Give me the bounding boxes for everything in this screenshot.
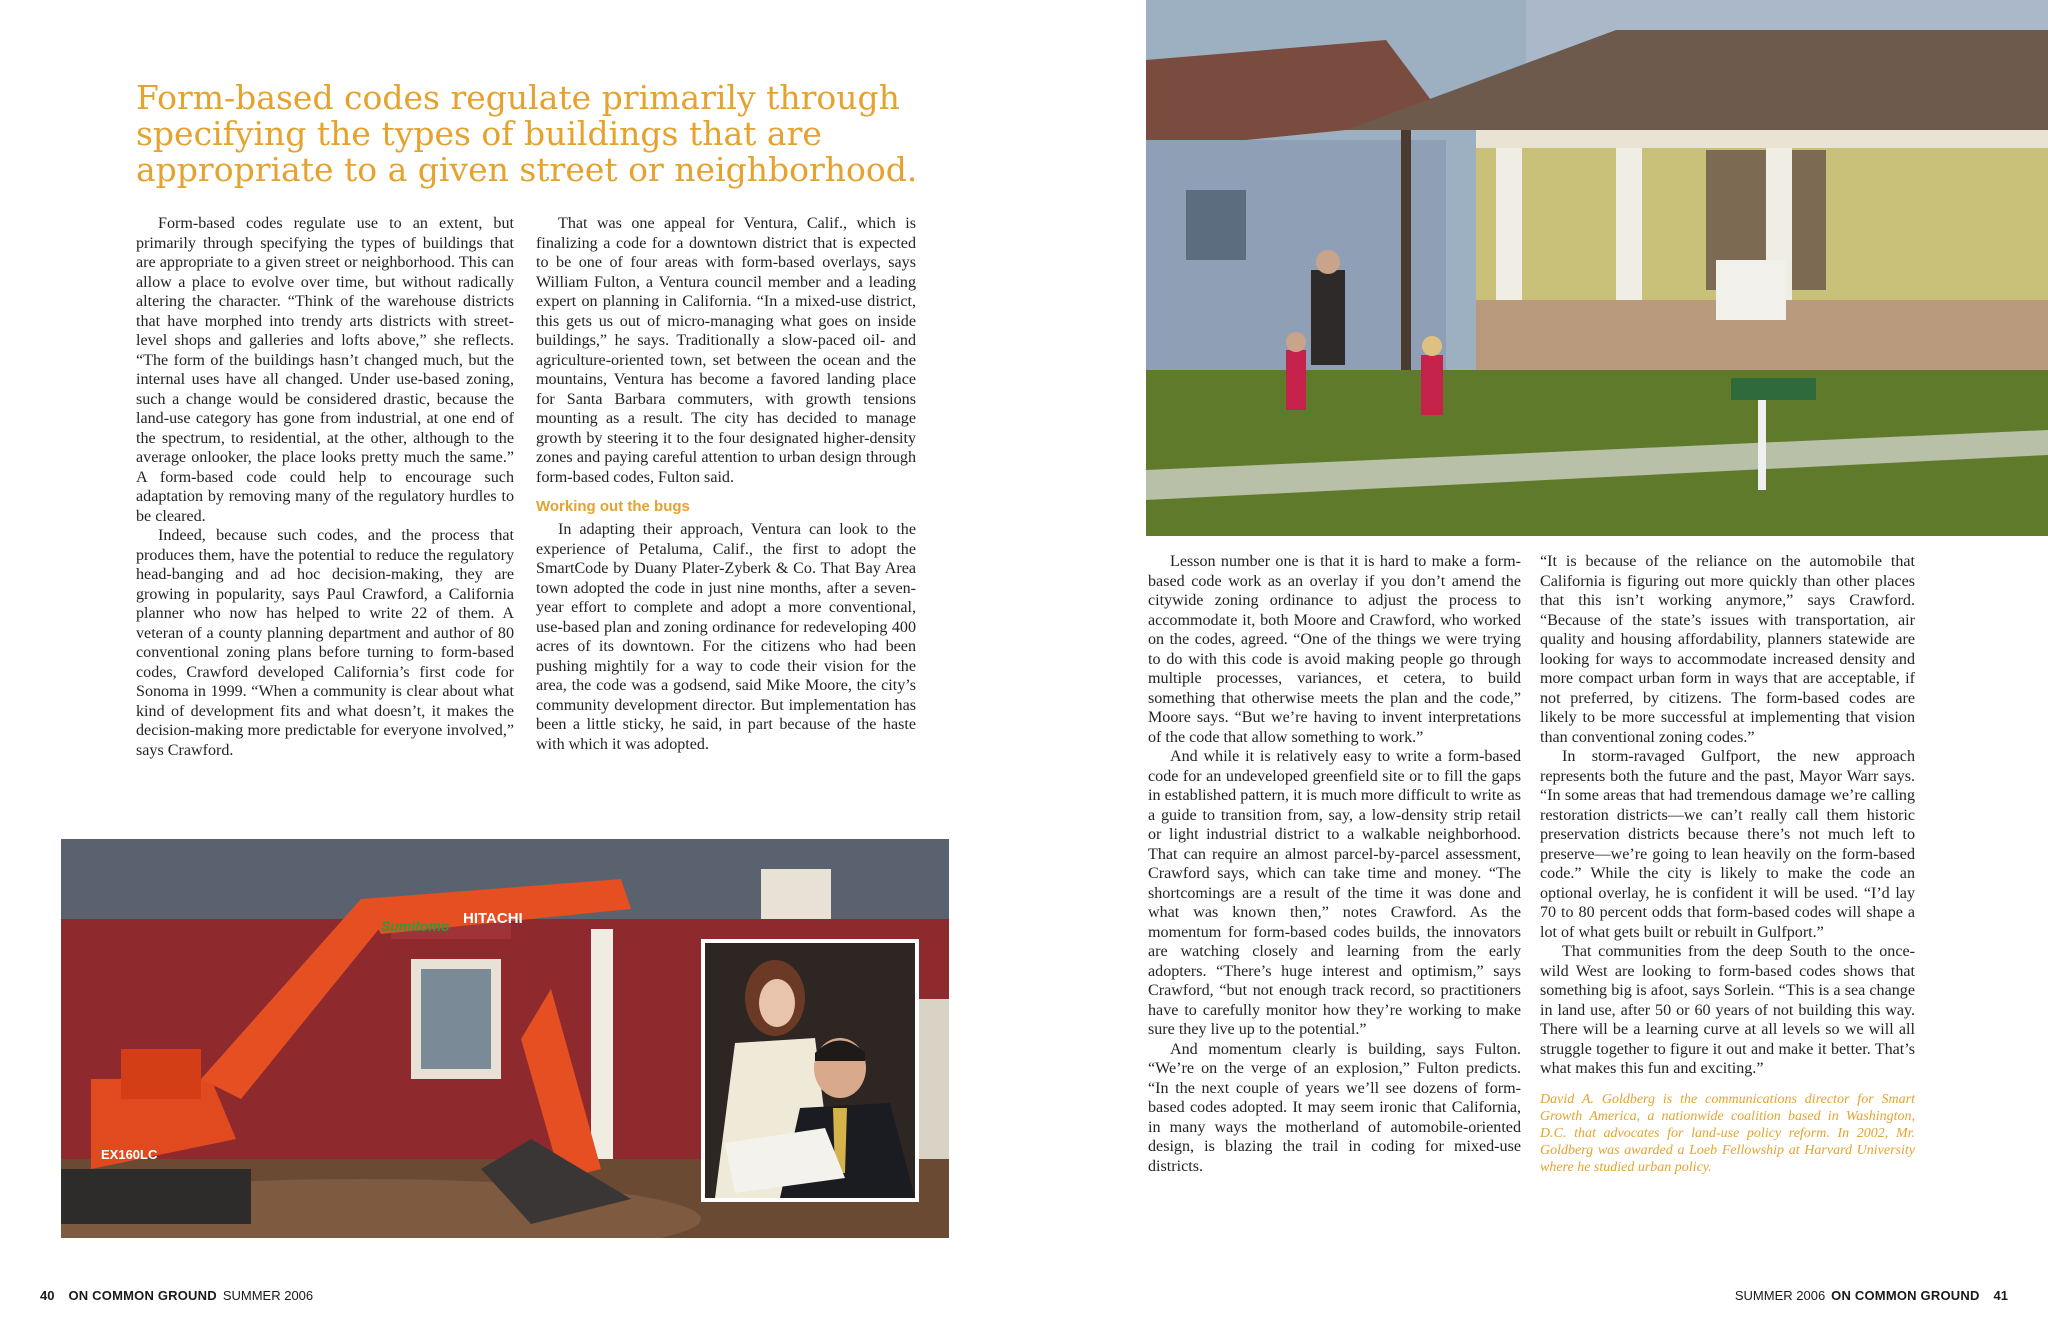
excavator-logo-label: Sumitomo (381, 918, 450, 934)
paragraph: Indeed, because such codes, and the process that produces them, have the potential to reduce the regulatory head-banging and ad hoc decision-making, they are growing in popularity, says Paul Crawford, a California planner who now has helped to write 22 of them. A veteran of a county planning department and author of 80 conventional zoning plans before turning to form-based codes, Crawford developed California’s first code for Sonoma in 1999. “When a community is clear about what kind of development fits and what doesn’t, it makes the decision-making more predictable for everyone involved,” says Crawford. (136, 527, 514, 759)
excavator-model-label: EX160LC (101, 1147, 158, 1162)
paragraph: “It is because of the reliance on the automobile that California is figuring out more quickly than other places that this isn’t working anymore,” says Crawford. “Because of the state’s issues with transportation, air quality and housing affordability, planners statewide are looking for ways to accommodate increased density and more compact urban form in ways that are acceptable, if not preferred, by citizens. The form-based codes are likely to be more successful at implementing that vision than conventional zoning codes.” (1540, 553, 1915, 746)
author-bio: David A. Goldberg is the communications director for Smart Growth America, a nationwide coalition based in Washington, D.C. that advocates for land-use policy reform. In 2002, Mr. Goldberg was awarded a Loeb Fellowship at Harvard University where he studied urban policy. (1540, 1091, 1915, 1175)
text-column-2 (536, 214, 916, 826)
issue-date: SUMMER 2006 (222, 1288, 314, 1303)
publication-title: ON COMMON GROUND (1831, 1288, 1980, 1303)
text-column-4 (1540, 552, 1915, 1237)
inset-photo-people (701, 939, 919, 1202)
paragraph: Lesson number one is that it is hard to make a form-based code work as an overlay if you don’t amend the citywide zoning ordinance to adjust the process to accommodate it, both Moore and Crawford, who worked on the codes, agreed. “One of the things we were trying to do with this code is avoid making people go through multiple processes, variances, et cetera, to build something that otherwise meets the plan and the code,” Moore says. “But we’re having to invent interpretations of the code that allow something to work.” (1148, 553, 1521, 746)
photo-houses-family (1146, 0, 2048, 536)
paragraph: And momentum clearly is building, says Fulton. “We’re on the verge of an explosion,” Fulton predicts. “In the next couple of years we’ll see dozens of form-based codes adopted. It may seem ironic that California, in many ways the motherland of automobile-oriented design, is blazing the trail in coding for mixed-use districts. (1148, 1040, 1521, 1175)
pull-quote: Form-based codes regulate primarily through specifying the types of buildings that are appropriate to a given street or neighborhood. (136, 78, 918, 189)
excavator-brand-label: HITACHI (463, 910, 523, 927)
text-column-1 (136, 214, 514, 826)
page-number: 41 (1993, 1288, 2008, 1303)
issue-date: SUMMER 2006 (1734, 1288, 1826, 1303)
page-number: 40 (40, 1288, 55, 1303)
paragraph: In adapting their approach, Ventura can look to the experience of Petaluma, Calif., the first to adopt the SmartCode by Duany Plater-Zyberk & Co. That Bay Area town adopted the code in just nine months, after a seven-year effort to complete and adopt a more conventional, use-based plan and zoning ordinance for redeveloping 400 acres of its downtown. For the citizens who had been pushing mightily for a way to code their vision for the area, the code was a godsend, said Mike Moore, the city’s community development director. But implementation has been a little sticky, he said, in part because of the haste with which it was adopted. (536, 521, 916, 753)
footer-left (40, 1288, 313, 1304)
section-subhead: Working out the bugs (536, 498, 690, 515)
paragraph: That was one appeal for Ventura, Calif., which is finalizing a code for a downtown district that is expected to be one of four areas with form-based overlays, says William Fulton, a Ventura council member and a leading expert on planning in California. “In a mixed-use district, this gets us out of micro-managing what goes on inside buildings,” he says. Traditionally a slow-paced oil- and agriculture-oriented town, set between the ocean and the mountains, Ventura has become a favored landing place for Santa Barbara commuters, with growth tensions mounting as a result. The city has decided to manage growth by steering it to the four designated higher-density zones and paying careful attention to urban design through form-based codes, Fulton said. (536, 215, 916, 486)
paragraph: In storm-ravaged Gulfport, the new approach represents both the future and the past, Mayor Warr says. “In some areas that had tremendous damage we’re calling restoration districts—we can’t really call them historic preservation districts because there’s not much left to preserve—we’re going to lean heavily on the form-based code.” While the city is likely to make the code an optional overlay, he is confident it will be used. “I’d lay 70 to 80 percent odds that form-based codes will shape a lot of what gets built or rebuilt in Gulfport.” (1540, 748, 1915, 941)
footer-right (1735, 1288, 2008, 1304)
paragraph: And while it is relatively easy to write a form-based code for an undeveloped greenfield site or to fill the gaps in established pattern, it is much more difficult to write as a guide to transition from, say, a low-density strip retail or light industrial district to a walkable neighborhood. That can require an almost parcel-by-parcel assessment, Crawford says, which can take time and money. “The shortcomings are a result of the time it was done and what was known then,” notes Crawford. As the momentum for form-based codes builds, the innovators are watching closely and learning from the early adopters. “There’s huge interest and optimism,” says Crawford, “but not enough track record, so practitioners have to carefully monitor how they’re working to make sure they live up to the potential.” (1148, 748, 1521, 1038)
publication-title: ON COMMON GROUND (68, 1288, 217, 1303)
paragraph: Form-based codes regulate use to an extent, but primarily through specifying the types of buildings that are appropriate to a given street or neighborhood. This can allow a place to evolve over time, but without radically altering the character. “Think of the warehouse districts that have morphed into trendy arts districts with street-level shops and galleries and lofts above,” she reflects. “The form of the buildings hasn’t changed much, but the internal uses have all changed. Under use-based zoning, such a change would be considered drastic, because the land-use category has gone from industrial, at one end of the spectrum, to residential, at the other, although to the average onlooker, the place looks pretty much the same.” A form-based code could help to encourage such adaptation by removing many of the regulatory hurdles to be cleared. (136, 215, 514, 525)
text-column-3 (1148, 552, 1521, 1237)
paragraph: That communities from the deep South to the once-wild West are looking to form-based codes shows that something big is afoot, says Sorlein. “This is a sea change in land use, after 50 or 60 years of not building this way. There will be a learning curve at all levels so we will all struggle together to figure it out and make it better. That’s what makes this fun and exciting.” (1540, 943, 1915, 1077)
